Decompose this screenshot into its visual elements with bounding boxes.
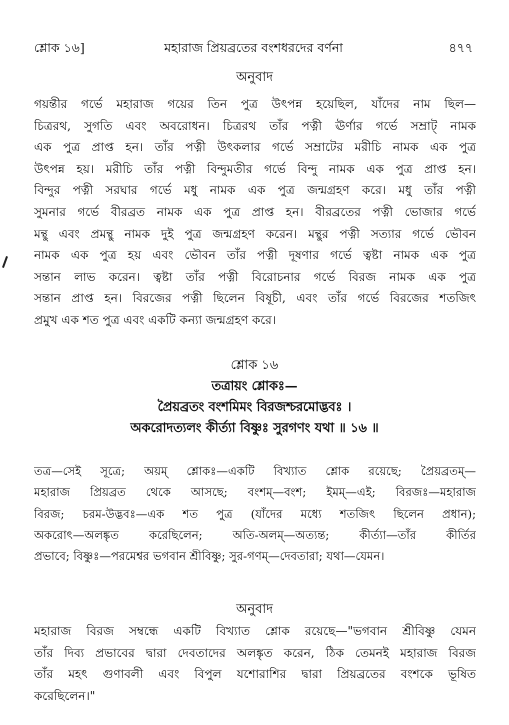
text-line: তাঁর মহৎ গুণাবলী এবং বিপুল যশোরাশির দ্বারা প্রিয়ব্রতের বংশকে ভূষিত bbox=[34, 667, 476, 681]
text-line: চিত্ররথ, সুগতি এবং অবরোধন। চিত্ররথ তাঁর পত্নী ঊর্ণার গর্ভে সম্রাট্ নামক bbox=[34, 118, 476, 133]
verse-line: তত্রায়ং শ্লোকঃ— bbox=[211, 379, 298, 394]
translation2-text bbox=[34, 621, 476, 707]
sanskrit-verse bbox=[0, 376, 509, 439]
text-line: নামক এক পুত্র হয় এবং ভৌবন তাঁর পত্নী দূষণার গর্ভে ত্বষ্টা নামক এক পুত্র bbox=[34, 248, 476, 263]
text-line: গয়ন্তীর গর্ভে মহারাজ গয়ের তিন পুত্র উৎপন্ন হয়েছিল, যাঁদের নাম ছিল— bbox=[34, 97, 476, 111]
synonym-line: প্রভাবে; বিষ্ণুঃ—পরমেশ্বর ভগবান শ্রীবিষ্ণু; সুর-গণম্—দেবতারা; যথা—যেমন। bbox=[34, 549, 385, 564]
text-line: তাঁর দিব্য প্রভাবের দ্বারা দেবতাদের অলঙ্কৃত করেন, ঠিক তেমনই মহারাজ বিরজ bbox=[34, 645, 476, 660]
verse-line: প্রৈয়ব্রতং বংশমিমং বিরজশ্চরমোদ্ভবঃ । bbox=[157, 400, 352, 415]
page-header bbox=[34, 40, 473, 58]
text-line: সন্তান প্রাপ্ত হন। বিরজের পত্নী ছিলেন বিষূচী, এবং তাঁর গর্ভে বিরজের শতজিৎ bbox=[34, 291, 476, 306]
synonym-line: তত্র—সেই সূত্রে; অয়ম্ শ্লোকঃ—একটি বিখ্যাত শ্লোক রয়েছে; প্রৈয়ব্রতম্— bbox=[34, 464, 476, 478]
text-line: বিন্দুর পত্নী সরঘার গর্ভে মধু নামক এক পুত্র জন্মগ্রহণ করে। মধু তাঁর পত্নী bbox=[34, 183, 476, 198]
synonym-line: মহারাজ প্রিয়ব্রত থেকে আসছে; বংশম্—বংশ; ইমম্—এই; বিরজঃ—মহারাজ bbox=[34, 485, 476, 500]
translation2-heading: অনুবাদ bbox=[236, 602, 273, 617]
word-synonyms bbox=[34, 461, 476, 567]
margin-mark bbox=[2, 256, 8, 268]
text-line: প্রমুখ এক শত পুত্র এবং একটি কন্যা জন্মগ্রহণ করে। bbox=[34, 312, 277, 327]
text-line: সুমনার গর্ভে বীরব্রত নামক এক পুত্র প্রাপ্ত হন। বীরব্রতের পত্নী ভোজার গর্ভে bbox=[34, 204, 476, 219]
header-verse-ref: শ্লোক ১৬] bbox=[34, 40, 85, 55]
text-line: সন্তান লাভ করেন। ত্বষ্টা তাঁর পত্নী বিরোচনার গর্ভে বিরজ নামক এক পুত্র bbox=[34, 269, 476, 284]
verse-line: অকরোদত্যলং কীর্ত্যা বিষ্ণুঃ সুরগণং যথা ॥ ১৬ ॥ bbox=[130, 421, 379, 436]
text-line: মহারাজ বিরজ সম্বন্ধে একটি বিখ্যাত শ্লোক রয়েছে—"ভগবান শ্রীবিষ্ণু যেমন bbox=[34, 624, 476, 638]
translation-text bbox=[34, 94, 476, 332]
text-line: করেছিলেন।" bbox=[34, 688, 96, 703]
text-line: মন্থু এবং প্রমন্থু নামক দুই পুত্র জন্মগ্রহণ করেন। মন্থুর পত্নী সত্যার গর্ভে ভৌবন bbox=[34, 226, 476, 241]
synonym-line: বিরজ; চরম-উদ্ভবঃ—এক শত পুত্র (যাঁদের মধ্যে শতজিৎ ছিলেন প্রধান); bbox=[34, 506, 476, 521]
header-chapter-title: মহারাজ প্রিয়ব্রতের বংশধরদের বর্ণনা bbox=[164, 40, 343, 55]
text-line: এক পুত্র প্রাপ্ত হন। তাঁর পত্নী উৎকলার গর্ভে সম্রাটের মরীচি নামক এক পুত্র bbox=[34, 140, 476, 155]
synonym-line: অকরোৎ—অলঙ্কৃত করেছিলেন; অতি-অলম্—অত্যন্ত; কীর্ত্যা—তাঁর কীর্তির bbox=[34, 527, 476, 542]
verse-heading: শ্লোক ১৬ bbox=[230, 358, 279, 373]
text-line: উৎপন্ন হয়। মরীচি তাঁর পত্নী বিন্দুমতীর গর্ভে বিন্দু নামক এক পুত্র প্রাপ্ত হন। bbox=[34, 161, 476, 176]
header-page-number: ৪৭৭ bbox=[448, 40, 473, 55]
translation-heading: অনুবাদ bbox=[236, 70, 273, 85]
